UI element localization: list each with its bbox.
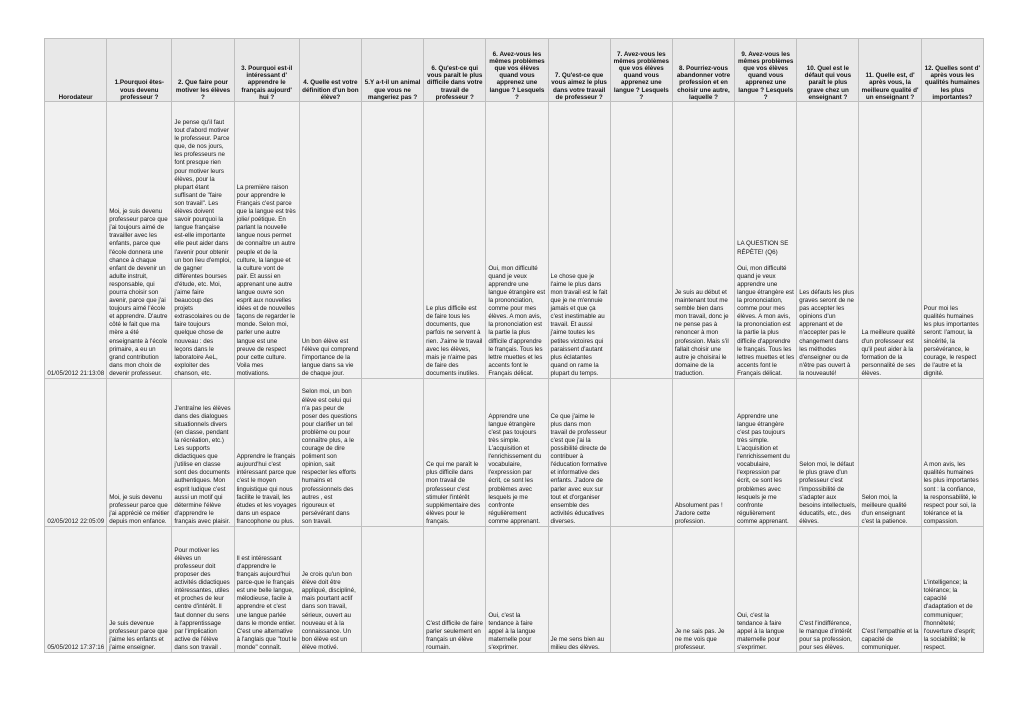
column-header[interactable]: 6. Qu'est-ce qui vous paraît le plus difficile dans votre travail de professeur ?	[424, 39, 486, 102]
response-cell[interactable]	[610, 379, 672, 527]
column-header[interactable]: 2. Que faire pour motiver les élèves ?	[172, 39, 234, 102]
response-cell[interactable]: Selon moi, le défaut le plus grave d'un professeur c'est l'impossibilité de s'adapter aux besoins intellectuels, éducatifs, etc., des élèves.	[797, 379, 859, 527]
response-cell[interactable]	[361, 527, 423, 653]
response-cell[interactable]: LA QUESTION SE RÉPÈTE! (Q6) Oui, mon difficulté quand je veux apprendre une langue étrangère est la prononciation, comme pour mes élèves. A mon avis, la prononciation est la partie la plus difficile d'apprendre le français. Tous les lettres muettes et les accents font le Français délicat.	[735, 102, 797, 379]
response-cell[interactable]: Absolument pas ! J'adore cette profession.	[672, 379, 734, 527]
response-cell[interactable]: Selon moi, la meilleure qualité d'un enseignant c'est la patience.	[859, 379, 921, 527]
response-cell[interactable]: Il est intéressant d'apprendre le français aujourd'hui parce-que le français est une belle langue, mélodieuse, facile à apprendre et c'est une langue parlée dans le monde entier. C'est une alternative à l'anglais que "tout le monde" connaît.	[234, 527, 299, 653]
header-row	[45, 39, 984, 102]
column-header[interactable]: 8. Pourriez-vous abandonner votre profession et en choisir une autre, laquelle ?	[672, 39, 734, 102]
response-cell[interactable]: Je suis devenue professeur parce que j'aime les enfants et j'aime enseigner.	[107, 527, 172, 653]
column-header[interactable]: 10. Quel est le défaut qui vous paraît le plus grave chez un enseignant ?	[797, 39, 859, 102]
response-row	[45, 527, 984, 653]
response-cell[interactable]: Oui, mon difficulté quand je veux apprendre une langue étrangère est la prononciation, comme pour mes élèves. A mon avis, la prononciation est la partie la plus difficile d'apprendre le français. Tous les lettre muettes et les accents font le Français délicat.	[486, 102, 548, 379]
response-cell[interactable]: Oui, c'est la tendance à faire appel à la langue maternelle pour s'exprimer.	[486, 527, 548, 653]
response-cell[interactable]: Apprendre une langue étrangère c'est pas toujours très simple. L'acquisition et l'enrichissement du vocabulaire, l'expression par écrit, ce sont les problèmes avec lesquels je me confronte régulièrement comme apprenant.	[486, 379, 548, 527]
column-header[interactable]: 5.Y a-t-il un animal que vous ne mangeriez pas ?	[361, 39, 423, 102]
response-cell[interactable]	[610, 527, 672, 653]
response-cell[interactable]: J'entraîne les élèves dans des dialogues situationnels divers (en classe, pendant la récréation, etc.) Les supports didactiques que j'utilise en classe sont des documents authentiques. Mon esprit ludique c'est aussi un motif qui détermine l'élève d'apprendre le français avec plaisir.	[172, 379, 234, 527]
response-cell[interactable]	[361, 379, 423, 527]
response-cell[interactable]: Je crois qu'un bon élève doit être appliqué, discipliné, mais pourtant actif dans son travail, sérieux, ouvert au nouveau et à la connaissance. Un bon élève est un élève motivé.	[299, 527, 361, 653]
response-cell[interactable]: Pour motiver les élèves un professeur doit proposer des activités didactiques intéressantes, utiles et proches de leur centre d'intérêt. Il faut donner du sens à l'apprentissage par l'implication active de l'élève dans son travail .	[172, 527, 234, 653]
response-cell[interactable]: Apprendre le français aujourd'hui c'est intéressant parce que c'est le moyen linguistique qui nous facilite le travail, les études et les voyages dans un espace francophone ou plus.	[234, 379, 299, 527]
response-cell[interactable]: C'est difficile de faire parler seulement en français un élève roumain.	[424, 527, 486, 653]
response-cell[interactable]: Le plus difficile est de faire tous les documents, que parfois ne servent à rien. J'aime le travail avec les élèves, mais je n'aime pas de faire des documents inutiles.	[424, 102, 486, 379]
column-header[interactable]: 3. Pourquoi est-il intéressant d' apprendre le français aujourd' hui ?	[234, 39, 299, 102]
response-cell[interactable]	[361, 102, 423, 379]
response-cell[interactable]: L'intelligence; la tolérance; la capacité d'adaptation et de communiquer; l'honnêteté; l'ouverture d'esprit; la sociabilité; le respect.	[921, 527, 983, 653]
response-row	[45, 102, 984, 379]
response-cell[interactable]: Ce que j'aime le plus dans mon travail de professeur c'est que j'ai la possibilité directe de contribuer à l'éducation formative et informative des enfants. J'adore de parler avec eux sur tout et d'organiser ensemble des activités éducatives diverses.	[548, 379, 610, 527]
column-header[interactable]: 6. Avez-vous les mêmes problèmes que vos élèves quand vous apprenez une langue ? Lesquels ?	[486, 39, 548, 102]
response-cell[interactable]: Je me sens bien au milieu des élèves.	[548, 527, 610, 653]
response-cell[interactable]: Le chose que je l'aime le plus dans mon travail est le fait que je ne m'ennuie jamais et que ça c'est inestimable au travail. Et aussi j'aime toutes les petites victoires qui paraissent d'autant plus éclatantes quand on rame la plupart du temps.	[548, 102, 610, 379]
response-cell[interactable]: Les défauts les plus graves seront de ne pas accepter les opinions d'un apprenant et de n'accepter pas le changement dans les méthodes d'enseigner ou de n'être pas ouvert à la nouveauté!	[797, 102, 859, 379]
response-cell[interactable]: C'est l'empathie et la capacité de communiquer.	[859, 527, 921, 653]
spreadsheet-table	[44, 38, 984, 653]
response-cell[interactable]: Je suis au début et maintenant tout me semble bien dans mon travail, donc je ne pense pas à renoncer à mon profession. Mais s'il fallait choisir une autre je choisirai le domaine de la traduction.	[672, 102, 734, 379]
response-cell[interactable]: La meilleure qualité d'un professeur est qu'il peut aider à la formation de la personnalité de ses élèves.	[859, 102, 921, 379]
column-header[interactable]: 12. Quelles sont d' après vous les qualités humaines les plus importantes?	[921, 39, 983, 102]
timestamp-cell[interactable]: 01/05/2012 21:13:08	[45, 102, 107, 379]
response-cell[interactable]: Moi, je suis devenu professeur parce que j'ai apprécié ce métier depuis mon enfance.	[107, 379, 172, 527]
column-header[interactable]: 1.Pourquoi êtes-vous devenu professeur ?	[107, 39, 172, 102]
response-cell[interactable]: La première raison pour apprendre le Français c'est parce que la langue est très jolie/ poétique. En parlant la nouvelle langue nous permet de connaître un autre peuple et de la culture, la langue et la culture vont de pair. Et aussi en apprenant une autre langue ouvre son esprit aux nouvelles idées et de nouvelles façons de regarder le monde. Selon moi, parler une autre langue est une preuve de respect pour cette culture. Voila mes motivations.	[234, 102, 299, 379]
column-header[interactable]: 11. Quelle est, d' après vous, la meilleure qualité d' un enseignant ?	[859, 39, 921, 102]
response-cell[interactable]: Je pense qu'il faut tout d'abord motiver le professeur. Parce que, de nos jours, les professeurs ne font presque rien pour motiver leurs élèves, pour la plupart étant suffisant de "faire son travail". Les élèves doivent savoir pourquoi la langue française est-elle importante elle peut aider dans l'avenir pour obtenir un bon lieu d'emploi, de gagner différentes bourses d'étude, etc. Moi, j'aime faire beaucoup des projets extrascolaires ou de faire toujours quelque chose de nouveau : des leçons dans le laboratoire AeL, exploiter des chanson, etc.	[172, 102, 234, 379]
response-cell[interactable]: Un bon élève est l'élève qui comprend l'importance de la langue dans sa vie de chaque jour.	[299, 102, 361, 379]
response-cell[interactable]: Je ne sais pas. Je ne me vois que professeur.	[672, 527, 734, 653]
column-header[interactable]: 4. Quelle est votre définition d'un bon élève?	[299, 39, 361, 102]
response-cell[interactable]: Moi, je suis devenu professeur parce que j'ai toujours aimé de travailler avec les enfants, parce que l'école donnera une chance à chaque enfant de devenir un adulte instruit, responsable, qui pourra choisir son avenir, parce que j'ai toujours aimé l'école et apprendre. D'autre côté le fait que ma mère a été enseignante à l'école primaire, a eu un grand contribution dans mon choix de devenir professeur.	[107, 102, 172, 379]
timestamp-cell[interactable]: 02/05/2012 22:05:09	[45, 379, 107, 527]
response-cell[interactable]: A mon avis, les qualités humaines les plus importantes sont : la confiance, la responsabilité, le respect pour soi, la tolérance et la compassion.	[921, 379, 983, 527]
response-cell[interactable]: C'est l'indifférence, le manque d'intérêt pour sa profession, pour ses élèves.	[797, 527, 859, 653]
response-cell[interactable]: Ce qui me paraît le plus difficile dans mon travail de professeur c'est stimuler l'intérêt supplémentaire des élèves pour le français.	[424, 379, 486, 527]
response-cell[interactable]: Oui, c'est la tendance à faire appel à la langue maternelle pour s'exprimer.	[735, 527, 797, 653]
response-row	[45, 379, 984, 527]
response-cell[interactable]: Pour moi les qualités humaines les plus importantes seront: l'amour, la sincérité, la persévérance, le courage, le respect de l'autre et la dignité.	[921, 102, 983, 379]
column-header[interactable]: 7. Qu'est-ce que vous aimez le plus dans votre travail de professeur ?	[548, 39, 610, 102]
column-header[interactable]: 7. Avez-vous les mêmes problèmes que vos élèves quand vous apprenez une langue ? Lesquels ?	[610, 39, 672, 102]
response-cell[interactable]: Apprendre une langue étrangère c'est pas toujours très simple. L'acquisition et l'enrichissement du vocabulaire, l'expression par écrit, ce sont les problèmes avec lesquels je me confronte régulièrement comme apprenant.	[735, 379, 797, 527]
timestamp-cell[interactable]: 05/05/2012 17:37:16	[45, 527, 107, 653]
column-header[interactable]: 9. Avez-vous les mêmes problèmes que vos élèves quand vous apprenez une langue ? Lesquels ?	[735, 39, 797, 102]
response-cell[interactable]: Selon moi, un bon élève est celui qui n'a pas peur de poser des questions pour clarifier un tel problème ou pour connaître plus, a le courage de dire poliment son opinion, sait respecter les efforts humains et professionnels des autres , est rigoureux et persévérant dans son travail.	[299, 379, 361, 527]
response-cell[interactable]	[610, 102, 672, 379]
column-header[interactable]: Horodateur	[45, 39, 107, 102]
